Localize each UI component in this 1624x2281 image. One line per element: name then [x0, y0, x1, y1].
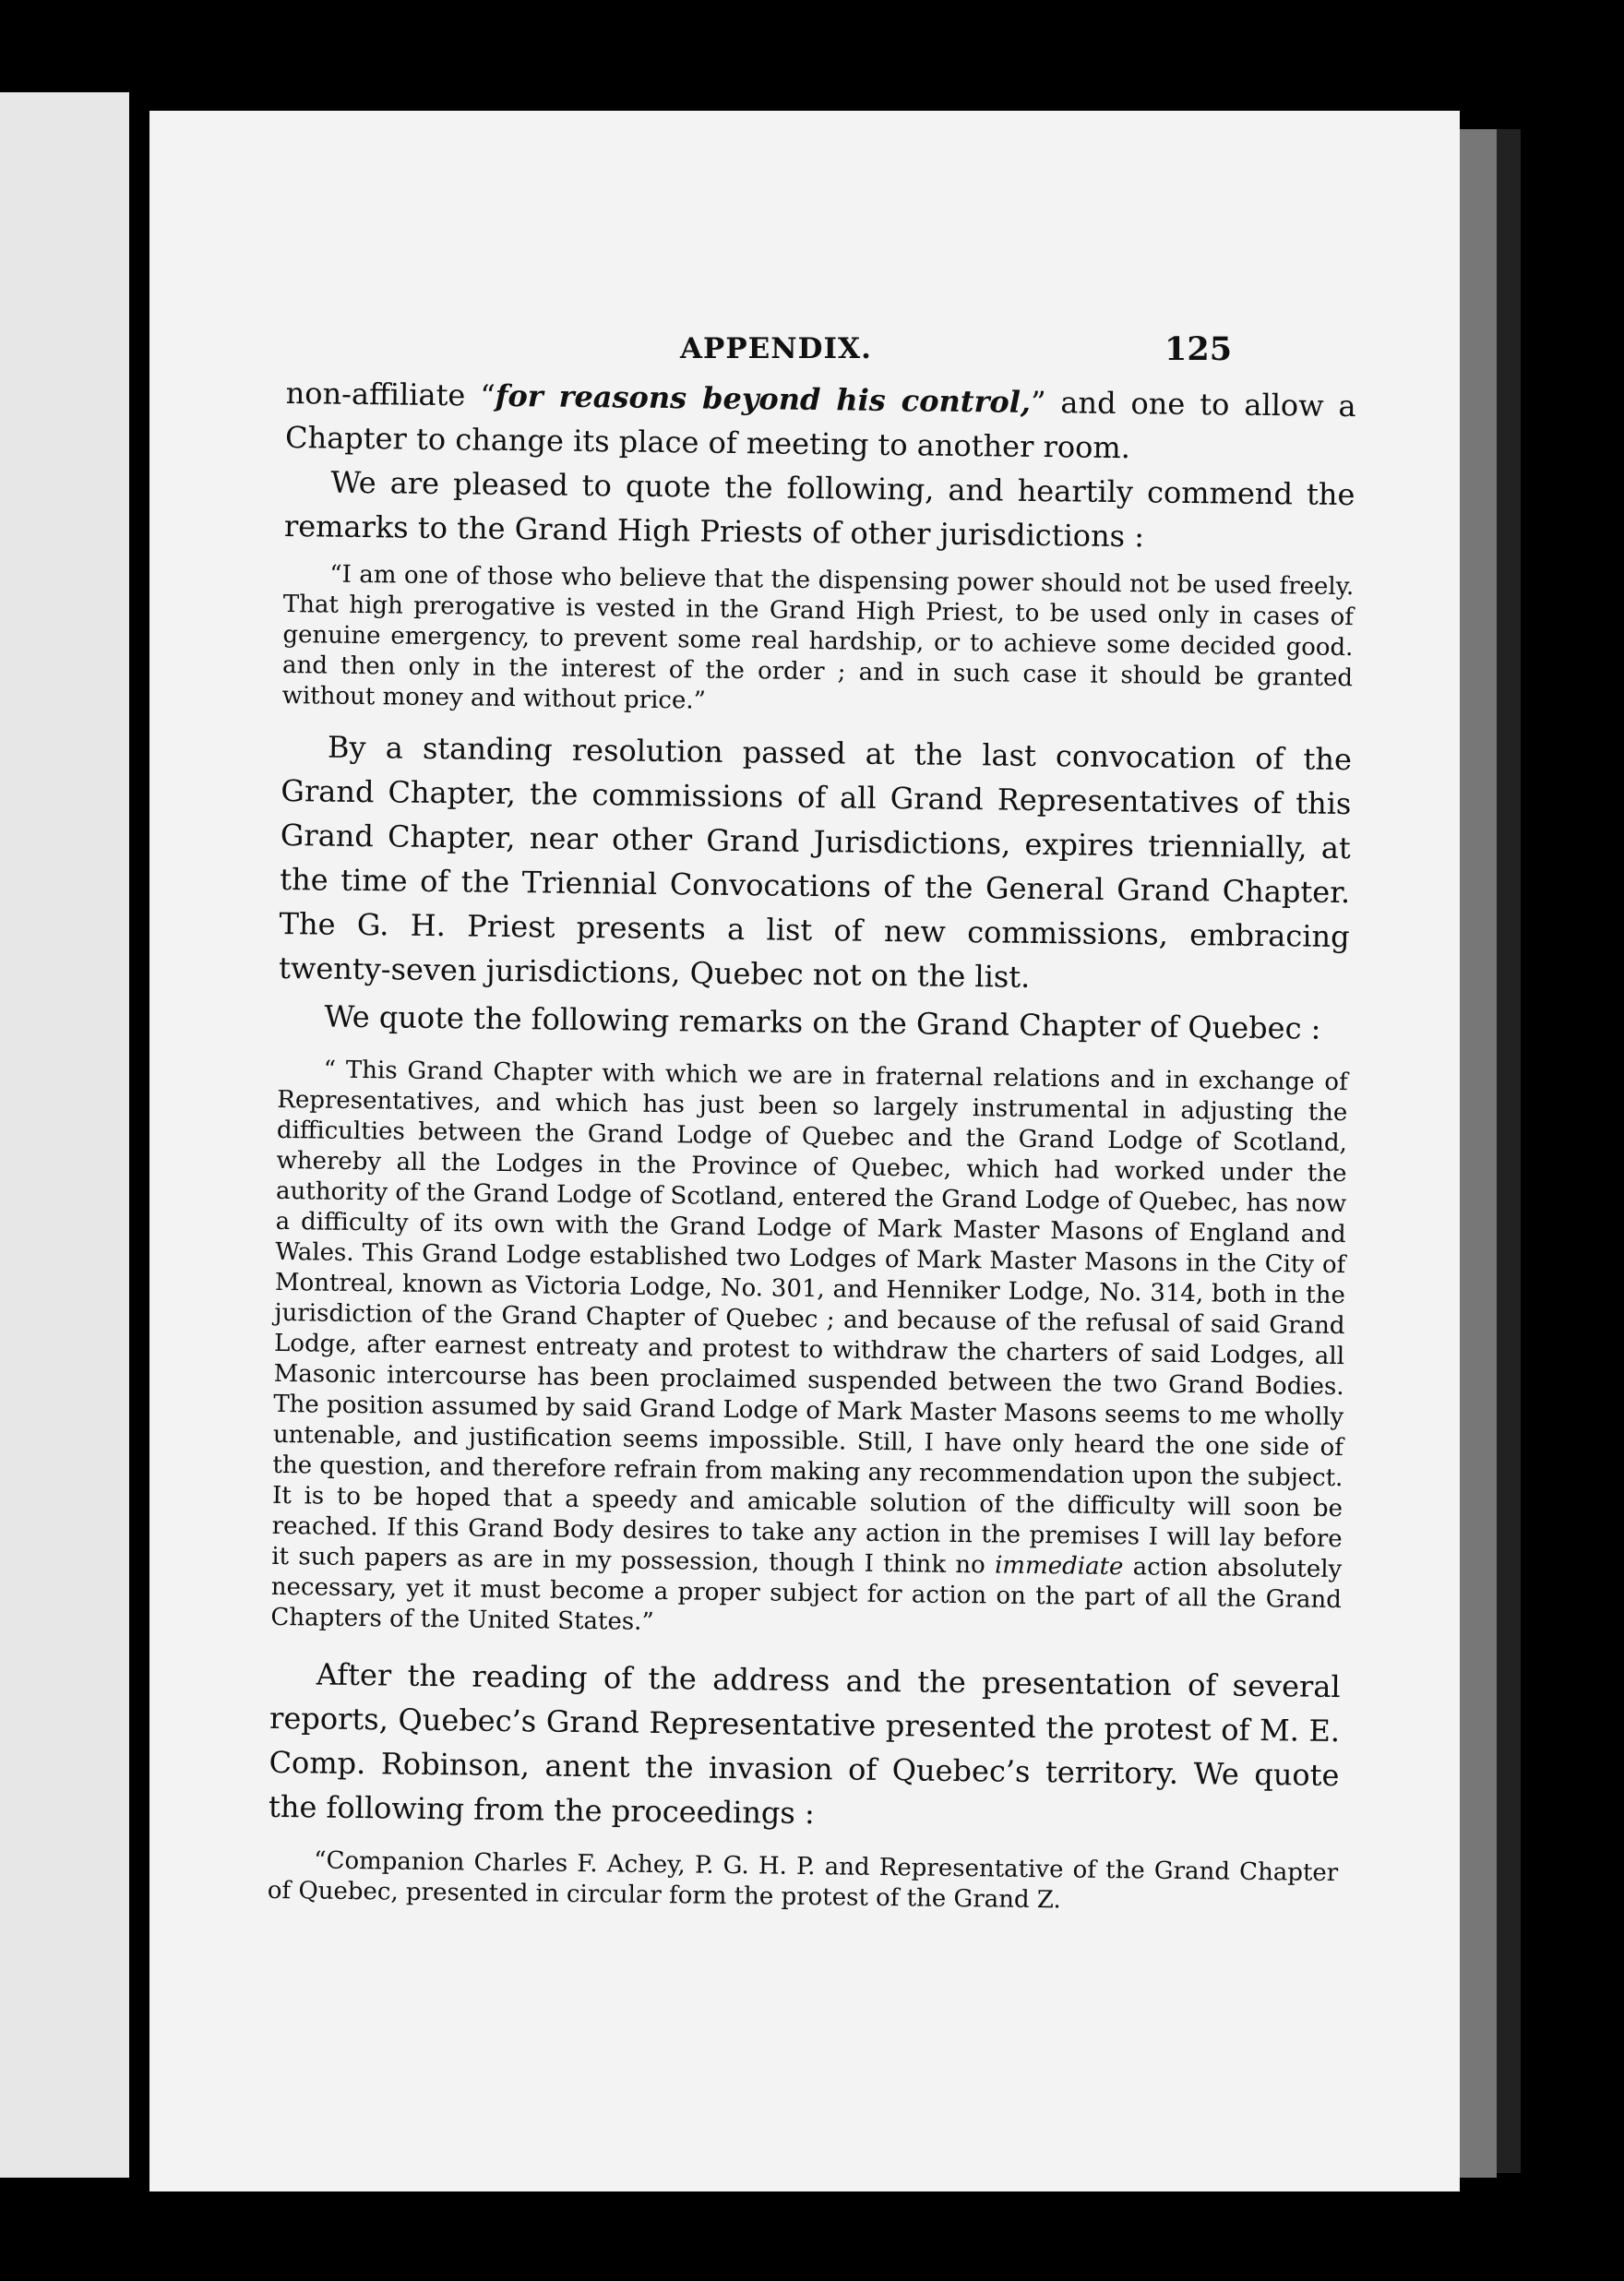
block-quote-dispensing-power: “I am one of those who believe that the dispensing power should not be used freely. That high prerogative is vested in the Grand High Priest, to be used only in cases of genuine emergency, to prevent some real hardship, or to achieve some decided good. and then only in the interest of the order ; and in such case it should be granted without money and without price.” — [281, 560, 1355, 715]
paragraph-continuation — [285, 371, 1356, 472]
block-quote-proceedings: “Companion Charles F. Achey, P. G. H. P. and Representative of the Grand Chapter of Quebec, presented in circular form the protest of the Grand Z. — [267, 1846, 1339, 1915]
paragraph-standing-resolution: By a standing resolution passed at the last convocation of the Grand Chapter, the commissions of all Grand Representatives of this Grand Chapter, near other Grand Jurisdictions, expires triennially, at the time of the Triennial Convocations of the General Grand Chapter. The G. H. Priest presents a list of new commissions, embracing twenty-seven jurisdictions, Quebec not on the list. — [278, 729, 1353, 995]
running-title: APPENDIX. — [680, 332, 872, 365]
book-gutter — [129, 92, 149, 2178]
paragraph-text: non-affiliate “ — [285, 375, 496, 413]
quote-text: action absolutely necessary, yet it must become a proper subject for action on the part of all the Grand Chapters of the United States.” — [270, 1553, 1343, 1636]
emphasized-phrase: for reasons beyond his control, — [495, 377, 1032, 420]
paragraph-quebec-intro: We quote the following remarks on the Grand Chapter of Quebec : — [324, 998, 1321, 1046]
book-page — [149, 111, 1460, 2191]
block-quote-quebec-chapter — [270, 1055, 1348, 1646]
left-page-edge — [0, 92, 129, 2178]
page-content — [267, 371, 1355, 1938]
page-header — [149, 323, 1460, 378]
paragraph-intro-quote: We are pleased to quote the following, and heartily commend the remarks to the Grand High Priests of other jurisdictions : — [283, 464, 1355, 555]
page-stack-edge — [1460, 129, 1497, 2178]
book-cover-edge — [1497, 129, 1521, 2173]
emphasized-word: immediate — [994, 1551, 1124, 1582]
paragraph-protest: After the reading of the address and the presentation of several reports, Quebec’s Grand Representative presented the protest of M. E. Comp. Robinson, anent the invasion of Quebec’s territory. We quote the following from the proceedings : — [268, 1656, 1341, 1832]
paragraph-text: ” and one to allow a Chapter to change its place of meeting to another room. — [284, 384, 1356, 466]
quote-text: “ This Grand Chapter with which we are in fraternal relations and in exchange of Representatives, and which has just been so largely instrumental in adjusting the difficulties between the Grand Lodge of Quebec and the Grand Lodge of Scotland, whereby all the Lodges in the Province of Quebec, which had worked under the authority of the Grand Lodge of Scotland, entered the Grand Lodge of Quebec, has now a difficulty of its own with the Grand Lodge of Mark Master Masons of England and Wales. This Grand Lodge established two Lodges of Mark Master Masons in the City of Montreal, known as Victoria Lodge, No. 301, and Henniker Lodge, No. 314, both in the jurisdiction of the Grand Chapter of Quebec ; and because of the refusal of said Grand Lodge, after earnest entreaty and protest to withdraw the charters of said Lodges, all Masonic intercourse has been proclaimed suspended between the two Grand Bodies. The position assumed by said Grand Lodge of Mark Master Masons seems to me wholly untenable, and justification seems impossible. Still, I have only heard the one side of the question, and therefore refrain from making any recommendation upon the subject. It is to be hoped that a speedy and amicable solution of the difficulty will soon be reached. If this Grand Body desires to take any action in the premises I will lay before it such papers as are in my possession, though I think no — [271, 1056, 1348, 1580]
page-number: 125 — [1164, 330, 1233, 368]
